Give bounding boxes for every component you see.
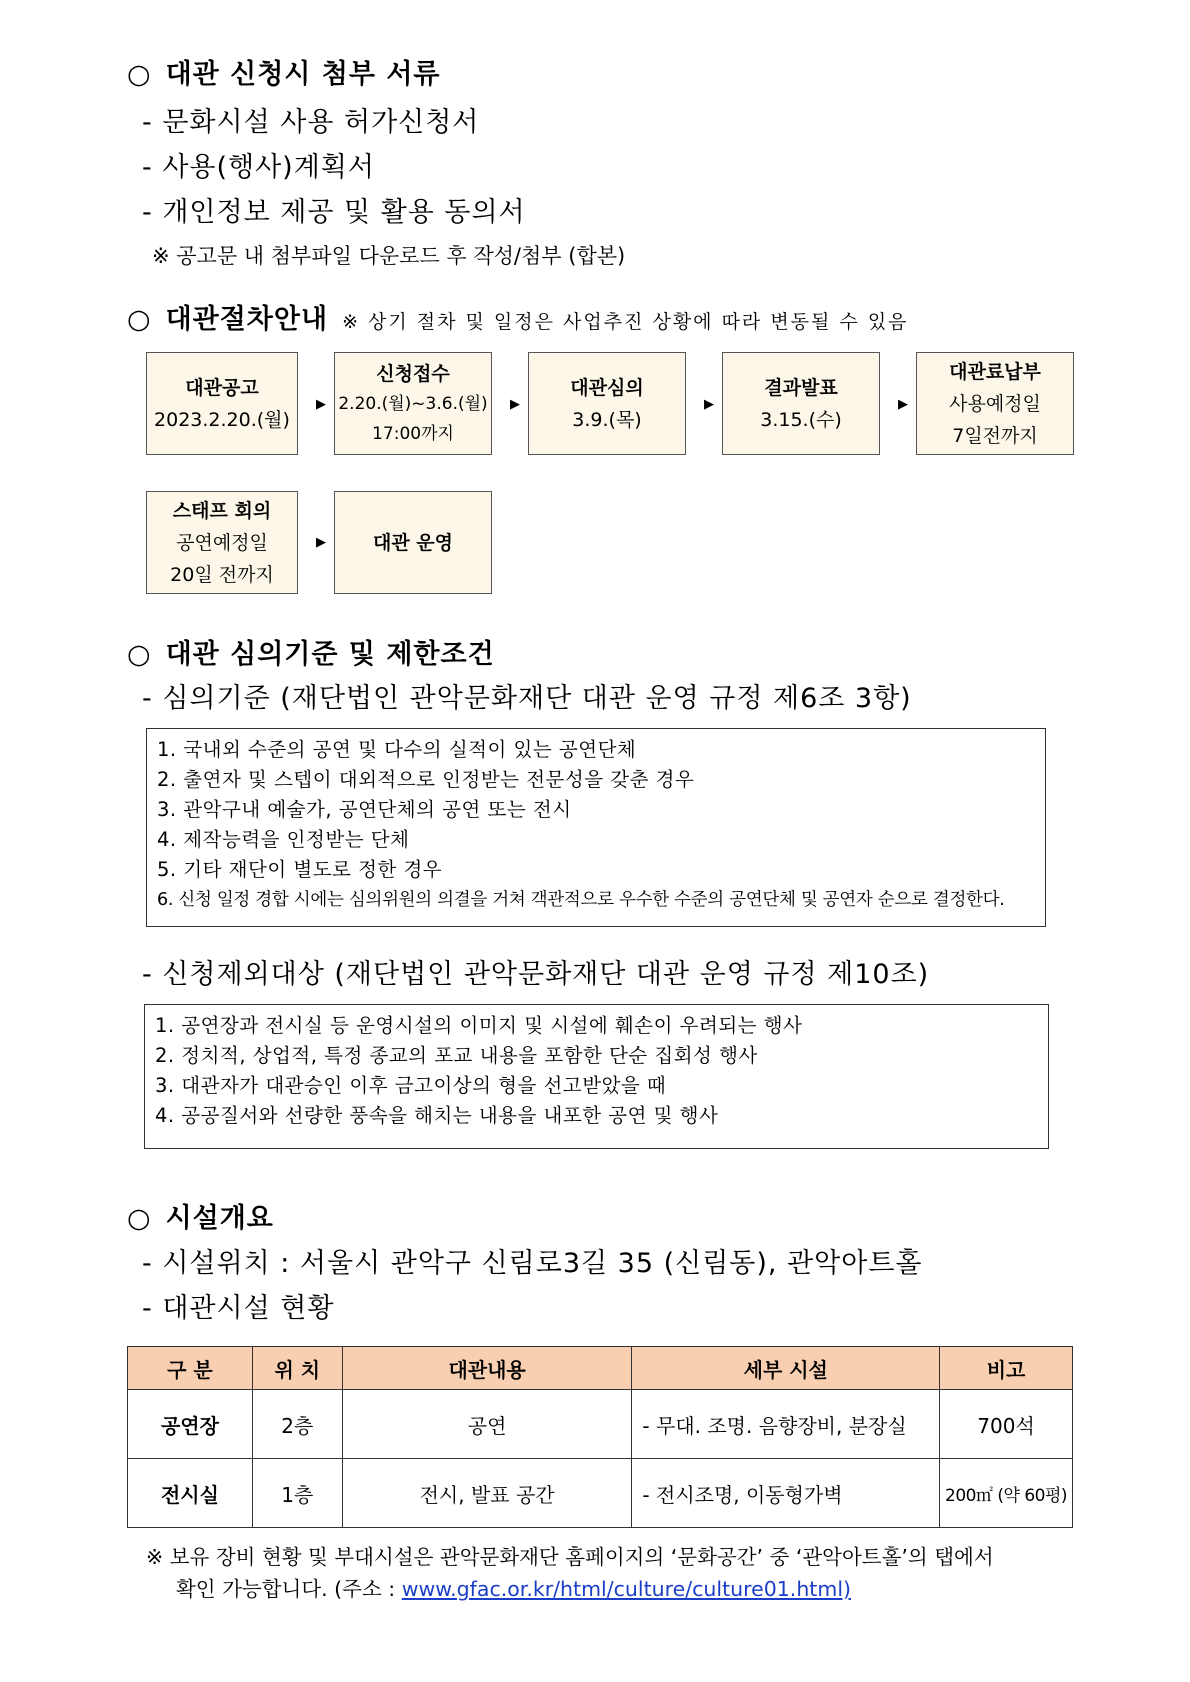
column-header: 구 분 [128,1347,253,1390]
table-cell: 1층 [252,1459,342,1528]
arrow-right-icon: ▶ [316,535,326,550]
list-item: 1. 공연장과 전시실 등 운영시설의 이미지 및 시설에 훼손이 우려되는 행사 [155,1014,803,1037]
step-box: 대관심의 3.9.(목) [528,352,686,455]
section-title-facility: ○ 시설개요 [127,1203,274,1234]
facility-table [127,1346,1073,1528]
table-row [128,1390,1073,1459]
table-header-row [128,1347,1073,1390]
table-cell: 공연장 [128,1390,253,1459]
table-cell: 200㎡ (약 60평) [940,1459,1073,1528]
list-item: 2. 정치적, 상업적, 특정 종교의 포교 내용을 포함한 단순 집회성 행사 [155,1044,758,1067]
criteria-list-box [146,728,1046,927]
list-item: 4. 공공질서와 선량한 풍속을 해치는 내용을 내포한 공연 및 행사 [155,1104,719,1127]
table-cell: 전시, 발표 공간 [342,1459,632,1528]
column-header: 세부 시설 [632,1347,940,1390]
arrow-right-icon: ▶ [898,397,908,412]
facility-note: ※ 보유 장비 현황 및 부대시설은 관악문화재단 홈페이지의 ‘문화공간’ 중 ‘관악아트홀’의 탭에서 [146,1545,994,1569]
list-item: 5. 기타 재단이 별도로 정한 경우 [157,858,443,881]
column-header: 비고 [940,1347,1073,1390]
circle-bullet-icon: ○ [127,1203,152,1234]
list-item: - 문화시설 사용 허가신청서 [142,107,480,138]
list-item: 1. 국내외 수준의 공연 및 다수의 실적이 있는 공연단체 [157,738,637,761]
section-title-procedure: ○ 대관절차안내 ※ 상기 절차 및 일정은 사업추진 상황에 따라 변동될 수 있음 [127,304,909,335]
table-cell: - 무대. 조명. 음향장비, 분장실 [632,1390,940,1459]
list-item: 6. 신청 일정 경합 시에는 심의위원의 의결을 거쳐 객관적으로 우수한 수준의 공연단체 및 공연자 순으로 결정한다. [157,890,1005,910]
facility-status: - 대관시설 현황 [142,1293,335,1324]
circle-bullet-icon: ○ [127,59,152,90]
step-box: 신청접수 2.20.(월)~3.6.(월) 17:00까지 [334,352,492,455]
arrow-right-icon: ▶ [704,397,714,412]
step-box: 스태프 회의 공연예정일 20일 전까지 [146,491,298,594]
table-cell: 전시실 [128,1459,253,1528]
criteria-subtitle: - 심의기준 (재단법인 관악문화재단 대관 운영 규정 제6조 3항) [142,683,912,714]
facility-note-2: 확인 가능합니다. (주소 : www.gfac.or.kr/html/culture/culture01.html) [176,1577,852,1601]
attachment-note: ※ 공고문 내 첨부파일 다운로드 후 작성/첨부 (합본) [152,244,626,268]
table-cell: 공연 [342,1390,632,1459]
list-item: 2. 출연자 및 스텝이 대외적으로 인정받는 전문성을 갖춘 경우 [157,768,695,791]
column-header: 대관내용 [342,1347,632,1390]
list-item: 3. 관악구내 예술가, 공연단체의 공연 또는 전시 [157,798,572,821]
circle-bullet-icon: ○ [127,639,152,670]
table-cell: 700석 [940,1390,1073,1459]
step-box: 대관 운영 [334,491,492,594]
exclusion-list-box [144,1004,1049,1149]
arrow-right-icon: ▶ [510,397,520,412]
table-row [128,1459,1073,1528]
step-box: 대관료납부 사용예정일 7일전까지 [916,352,1074,455]
table-cell: 2층 [252,1390,342,1459]
arrow-right-icon: ▶ [316,397,326,412]
homepage-link[interactable]: www.gfac.or.kr/html/culture/culture01.html) [401,1577,852,1601]
list-item: - 사용(행사)계획서 [142,152,375,183]
circle-bullet-icon: ○ [127,304,152,335]
exclusion-subtitle: - 신청제외대상 (재단법인 관악문화재단 대관 운영 규정 제10조) [142,959,930,990]
table-cell: - 전시조명, 이동형가벽 [632,1459,940,1528]
step-box: 결과발표 3.15.(수) [722,352,880,455]
list-item: 4. 제작능력을 인정받는 단체 [157,828,410,851]
facility-location: - 시설위치 : 서울시 관악구 신림로3길 35 (신림동), 관악아트홀 [142,1248,923,1279]
step-box: 대관공고 2023.2.20.(월) [146,352,298,455]
list-item: - 개인정보 제공 및 활용 동의서 [142,197,526,228]
list-item: 3. 대관자가 대관승인 이후 금고이상의 형을 선고받았을 때 [155,1074,667,1097]
column-header: 위 치 [252,1347,342,1390]
procedure-note: ※ 상기 절차 및 일정은 사업추진 상황에 따라 변동될 수 있음 [342,311,909,333]
section-title-criteria: ○ 대관 심의기준 및 제한조건 [127,639,495,670]
section-title-attachments: ○ 대관 신청시 첨부 서류 [127,59,441,90]
